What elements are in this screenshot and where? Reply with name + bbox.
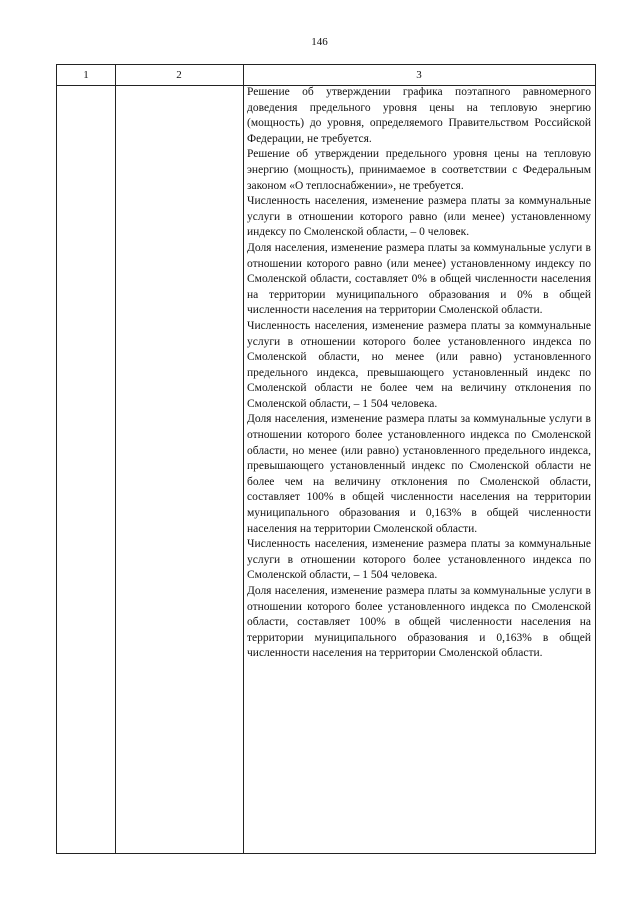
header-cell-col-2: 2 — [176, 69, 182, 81]
paragraph-share-within-limit: Доля населения, изменение размера платы за коммунальные услуги в отношении которого более установленного индекса по Смоленской области, но менее (или равно) установленного предельного индекса, превышающего установленный индекс по Смоленской области не более чем на величину отклонения по Смоленской области, составляет 100% в общей численности населения на территории муниципального образования и 0,163% в общей численности населения на территории Смоленской области. — [247, 413, 591, 535]
header-cell-col-1: 1 — [83, 69, 89, 81]
column-3-content — [247, 85, 591, 662]
column-divider-1 — [115, 65, 116, 853]
paragraph-share-equal-index: Доля населения, изменение размера платы за коммунальные услуги в отношении которого равно (или менее) установленному индексу по Смоленской области, составляет 0% в общей численности населения на территории муниципального образования и 0% в общей численности населения на территории Смоленской области. — [247, 241, 591, 317]
header-cell-col-3: 3 — [416, 69, 422, 81]
table-header-row — [57, 65, 595, 86]
paragraph-population-within-limit: Численность населения, изменение размера платы за коммунальные услуги в отношении которого более установленного индекса по Смоленской области, но менее (или равно) установленного предельного индекса, превышающего установленный индекс по Смоленской области не более чем на величину отклонения по Смоленской области, – 1 504 человека. — [247, 319, 591, 410]
paragraph-population-equal-index: Численность населения, изменение размера платы за коммунальные услуги в отношении которого равно (или менее) установленному индексу по Смоленской области, – 0 человек. — [247, 195, 591, 239]
paragraph-heat-price-schedule: Решение об утверждении графика поэтапного равномерного доведения предельного уровня цены на тепловую энергию (мощность) до уровня, определяемого Правительством Российской Федерации, не требуется. — [247, 86, 591, 145]
document-table — [56, 64, 596, 854]
paragraph-share-above-index: Доля населения, изменение размера платы за коммунальные услуги в отношении которого более установленного индекса по Смоленской области, составляет 100% в общей численности населения на территории муниципального образования и 0,163% в общей численности населения на территории Смоленской области. — [247, 585, 591, 660]
paragraph-heat-price-limit: Решение об утверждении предельного уровня цены на тепловую энергию (мощность), принимаемое в соответствии с Федеральным законом «О теплоснабжении», не требуется. — [247, 148, 591, 192]
page-number: 146 — [311, 36, 328, 48]
column-divider-2 — [243, 65, 244, 853]
paragraph-population-above-index: Численность населения, изменение размера платы за коммунальные услуги в отношении которого более установленного индекса по Смоленской области, – 1 504 человека. — [247, 538, 591, 582]
